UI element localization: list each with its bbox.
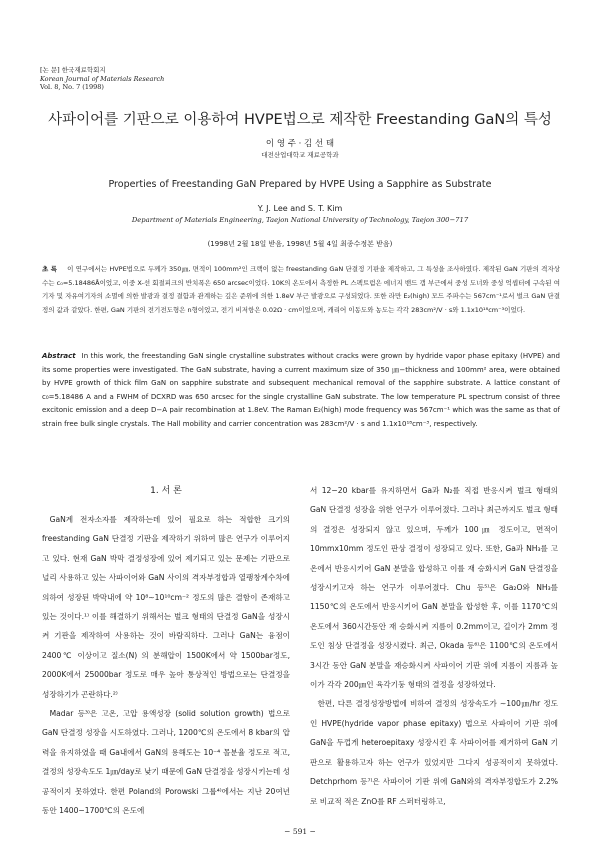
- journal-name-en: Korean Journal of Materials Research: [40, 74, 165, 83]
- paper-title-ko: 사파이어를 기판으로 이용하여 HVPE법으로 제작한 Freestanding GaN의 특성: [48, 112, 552, 128]
- journal-header: [40, 66, 164, 92]
- abstract-en-text: In this work, the freestanding GaN single crystalline substrates without cracks were grown by hydride vapor phase epitaxy (HVPE) and its some properties were investigated. The GaN substrate, having a current maximum size of 350 ㎛−thickness and 100mm² area, were obtained by HVPE growth of thick film GaN on sapphire substrate and subsequent mechanical removal of the sapphire substrate. A lattice constant of c₀=5.18486 A and a FWHM of DCXRD was 650 arcsec for the single crystalline GaN substrate. The low temperature PL spectrum consist of three excitonic emission and a deep D−A pair recombination at 1.8eV. The Raman E₂(high) mode frequency was 567cm⁻¹ which was the same as that of strain free bulk single crystals. The Hall mobility and carrier concentration was 283cm²/V · s and 1.1x10¹⁸cm⁻³, respectively.: [42, 352, 560, 428]
- abstract-ko-text: 이 연구에서는 HVPE법으로 두께가 350㎛, 면적이 100mm²인 크랙이 없는 freestanding GaN 단결정 기판을 제작하고, 그 특성을 조사하였다. 제작된 GaN 기판의 격자상수는 c₀=5.18486Å이었고, 이중 X-선 회절피크의 반치폭은 650 arcsec이었다. 10K의 온도에서 측정한 PL 스펙트럼은 에너지 밴드 갭 부근에서 중성 도너와 중성 억셉터에 구속된 여기자 및 자유여기자의 소멸에 의한 발광과 결정 결함과 관계하는 깊은 준위에 의한 1.8eV 부근 발광으로 구성되었다. 또한 라만 E₂(high) 모드 주파수는 567cm⁻¹로서 벌크 GaN 단결정의 값과 같았다. 한편, GaN 기판의 전기전도형은 n형이었고, 전기 비저항은 0.02Ω · cm이었으며, 캐리어 이동도와 농도는 각각 283cm²/V · s와 1.1x10¹⁸cm⁻³이었다.: [42, 265, 561, 315]
- abstract-ko-label: 초 록: [42, 265, 58, 273]
- abstract-en: [42, 350, 560, 432]
- journal-name-ko: [논 문] 한국재료학회지: [40, 66, 106, 74]
- affiliation-ko: 대전산업대학교 재료공학과: [261, 151, 339, 159]
- body-paragraph: GaN계 전자소자를 제작하는데 있어 필요로 하는 적합한 크기의 freestanding GaN 단결정 기판을 제작하기 위하여 많은 연구가 이루어지고 있다. 현재 GaN 박막 결정성장에 있어 제기되고 있는 문제는 기판으로 널리 사용하고 있는 사파이어와 GaN 사이의 격자부정합과 열팽창계수차에 의하여 성장된 박막내에 약 10⁸∼10¹⁰cm⁻² 정도의 많은 결함이 존재하고 있는 것이다.¹⁾ 이를 해결하기 위해서는 벌크 형태의 단결정 GaN을 성장시켜 기판을 제작하여 사용하는 것이 바람직하다. 그러나 GaN는 융점이 2400℃ 이상이고 질소(N) 의 분해압이 1500K에서 약 1500bar정도, 2000K에서 25000bar 정도로 매우 높아 통상적인 방법으로는 단결정을 성장하기가 곤란하다.²⁾: [42, 515, 290, 699]
- body-paragraph: Madar 등³⁾은 고온, 고압 용액성장 (solid solution growth) 법으로 GaN 단결정 성장을 시도하였다. 그러나, 1200℃의 온도에서 8 kbar의 압력을 유지하였을 때 Ga내에서 GaN의 용해도는 10⁻⁴ 몰분율 정도로 적고, 결정의 성장속도도 1㎛/day로 낮기 때문에 GaN 단결정을 성장시키는데 성공적이지 못하였다. 한편 Poland의 Porowski 그룹⁴⁾에서는 지난 20여년 동안 1400−1700℃의 온도에: [42, 709, 290, 816]
- body-column-left: [42, 510, 290, 821]
- page-number: − 591 −: [284, 827, 316, 836]
- section-heading-introduction: 1. 서 론: [150, 486, 182, 496]
- received-dates: (1998년 2월 18일 받음, 1998년 5월 4일 최종수정본 받음): [207, 240, 393, 248]
- paper-title-en: Properties of Freestanding GaN Prepared by HVPE Using a Sapphire as Substrate: [108, 179, 492, 190]
- authors-en: Y. J. Lee and S. T. Kim: [257, 204, 343, 213]
- body-paragraph: 한편, 다른 결정성장방법에 비하여 결정의 성장속도가 ∼100㎛/hr 정도인 HVPE(hydride vapor phase epitaxy) 법으로 사파이어 기판 위에 GaN을 두껍게 heteroepitaxy 성장시킨 후 사파이어를 제거하여 GaN 기판으로 활용하고자 하는 연구가 있었지만 그다지 성공적이지 못하였다. Detchprhom 등⁷⁾은 사파이어 기판 위에 GaN와의 격자부정합도가 2.2%로 비교적 적은 ZnO를 RF 스퍼터링하고,: [310, 699, 558, 806]
- authors-ko: 이 영 주 · 김 선 태: [265, 139, 335, 149]
- body-paragraph: 서 12−20 kbar를 유지하면서 Ga과 N₂를 직접 반응시켜 벌크 형태의 GaN 단결정 성장을 위한 연구가 이루어졌다. 그러나 최근까지도 벌크 형태의 결정은 성장되지 않고 있으며, 두께가 100㎛ 정도이고, 면적이 10mmx10mm 정도인 판상 결정이 성장되고 있다. 또한, Ga과 NH₃를 고온에서 반응시키어 GaN 분말을 합성하고 이를 재 승화시켜 GaN 단결정을 성장시키고자 하는 연구가 이루어졌다. Chu 등⁵⁾은 Ga₂O와 NH₃를 1150℃의 온도에서 반응시키어 GaN 분말을 합성한 후, 이를 1170℃의 온도에서 360시간동안 재 승화시켜 지름이 0.2mm이고, 길이가 2mm 정도인 침상 단결정을 성장시켰다. 최근, Okada 등⁶⁾은 1100℃의 온도에서 3시간 동안 GaN 분말을 재승화시켜 사파이어 기판 위에 지름이 지름과 높이가 각각 200㎛인 육각기둥 형태의 결정을 성장하였다.: [310, 486, 558, 690]
- abstract-en-label: Abstract: [42, 352, 76, 360]
- body-column-right: [310, 481, 558, 811]
- affiliation-en: Department of Materials Engineering, Taejon National University of Technology, Taejon 300−717: [131, 216, 469, 224]
- journal-volume: Vol. 8, No. 7 (1998): [40, 83, 104, 91]
- abstract-ko: [42, 263, 560, 318]
